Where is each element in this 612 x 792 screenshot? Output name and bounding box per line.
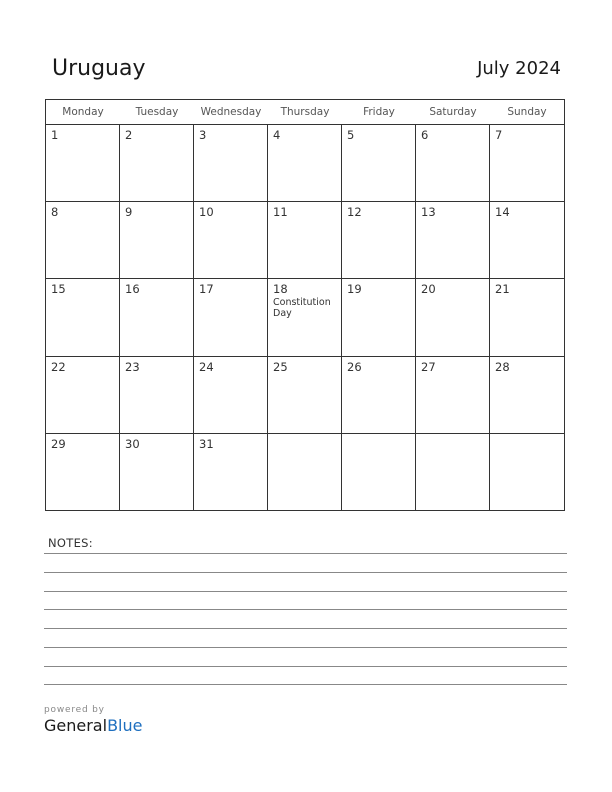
day-number: 5 (347, 128, 355, 142)
day-number: 17 (199, 282, 214, 297)
day-number: 15 (51, 282, 66, 297)
day-cell (194, 279, 268, 356)
day-number: 29 (51, 436, 66, 451)
day-number: 26 (347, 359, 362, 374)
day-cell (268, 202, 342, 279)
day-number: 8 (51, 205, 59, 220)
day-cell (46, 434, 120, 511)
note-line (44, 609, 567, 610)
day-cell (416, 434, 490, 511)
day-number: 23 (125, 359, 140, 374)
day-cell (120, 357, 194, 434)
day-cell (268, 279, 342, 356)
day-cell (120, 125, 194, 202)
day-number: 7 (495, 128, 503, 142)
day-cell (194, 434, 268, 511)
day-number: 25 (273, 359, 288, 374)
day-cell (342, 125, 416, 202)
weekday-thursday: Thursday (280, 106, 330, 118)
day-number: 10 (199, 205, 214, 220)
calendar-grid (45, 99, 565, 511)
day-number: 14 (495, 205, 510, 220)
day-cell (120, 434, 194, 511)
day-cell (194, 125, 268, 202)
note-line (44, 684, 567, 685)
day-cell (416, 279, 490, 356)
day-number: 31 (199, 436, 214, 451)
day-cell (194, 202, 268, 279)
calendar-body (46, 125, 564, 511)
weekday-wednesday: Wednesday (200, 106, 262, 118)
day-cell (490, 279, 564, 356)
note-line (44, 572, 567, 573)
day-number: 19 (347, 282, 362, 297)
day-number: 22 (51, 359, 66, 374)
weekday-friday: Friday (363, 106, 395, 118)
day-cell (120, 279, 194, 356)
day-number: 16 (125, 282, 140, 297)
day-number: 18 (273, 282, 288, 297)
country-title: Uruguay (52, 56, 146, 81)
day-cell (46, 279, 120, 356)
month-year-title: July 2024 (477, 58, 561, 79)
holiday-label: Constitution Day (273, 297, 331, 320)
day-number: 1 (51, 128, 59, 142)
day-cell (416, 125, 490, 202)
generalblue-logo (44, 716, 142, 736)
brand-footer (44, 704, 142, 736)
day-cell (120, 202, 194, 279)
logo-general: General (44, 716, 108, 735)
day-cell (342, 202, 416, 279)
day-number: 3 (199, 128, 207, 142)
day-cell (46, 202, 120, 279)
day-cell (268, 125, 342, 202)
day-number: 12 (347, 205, 362, 220)
note-line (44, 666, 567, 667)
day-number: 2 (125, 128, 133, 142)
note-line (44, 553, 567, 554)
weekday-saturday: Saturday (429, 106, 477, 118)
weekday-header-row (46, 100, 564, 125)
day-cell (490, 125, 564, 202)
day-cell (342, 279, 416, 356)
note-line (44, 591, 567, 592)
powered-by-text: powered by (44, 705, 105, 715)
day-cell (416, 357, 490, 434)
note-line (44, 628, 567, 629)
day-cell (342, 357, 416, 434)
day-number: 9 (125, 205, 133, 220)
day-number: 21 (495, 282, 510, 297)
day-cell (416, 202, 490, 279)
note-line (44, 647, 567, 648)
day-number: 24 (199, 359, 214, 374)
day-cell (342, 434, 416, 511)
notes-label: NOTES: (48, 536, 93, 550)
day-number: 28 (495, 359, 510, 374)
day-cell (490, 202, 564, 279)
day-cell (268, 357, 342, 434)
day-cell (490, 434, 564, 511)
day-number: 27 (421, 359, 436, 374)
weekday-sunday: Sunday (507, 106, 547, 118)
day-number: 30 (125, 436, 140, 451)
day-number: 13 (421, 205, 436, 220)
day-cell (46, 125, 120, 202)
day-cell (46, 357, 120, 434)
day-cell (194, 357, 268, 434)
weekday-tuesday: Tuesday (135, 106, 179, 118)
logo-blue: Blue (107, 716, 143, 735)
weekday-monday: Monday (62, 106, 104, 118)
day-number: 6 (421, 128, 429, 142)
day-number: 20 (421, 282, 436, 297)
day-cell (268, 434, 342, 511)
day-cell (490, 357, 564, 434)
day-number: 11 (273, 205, 288, 220)
day-number: 4 (273, 128, 281, 142)
